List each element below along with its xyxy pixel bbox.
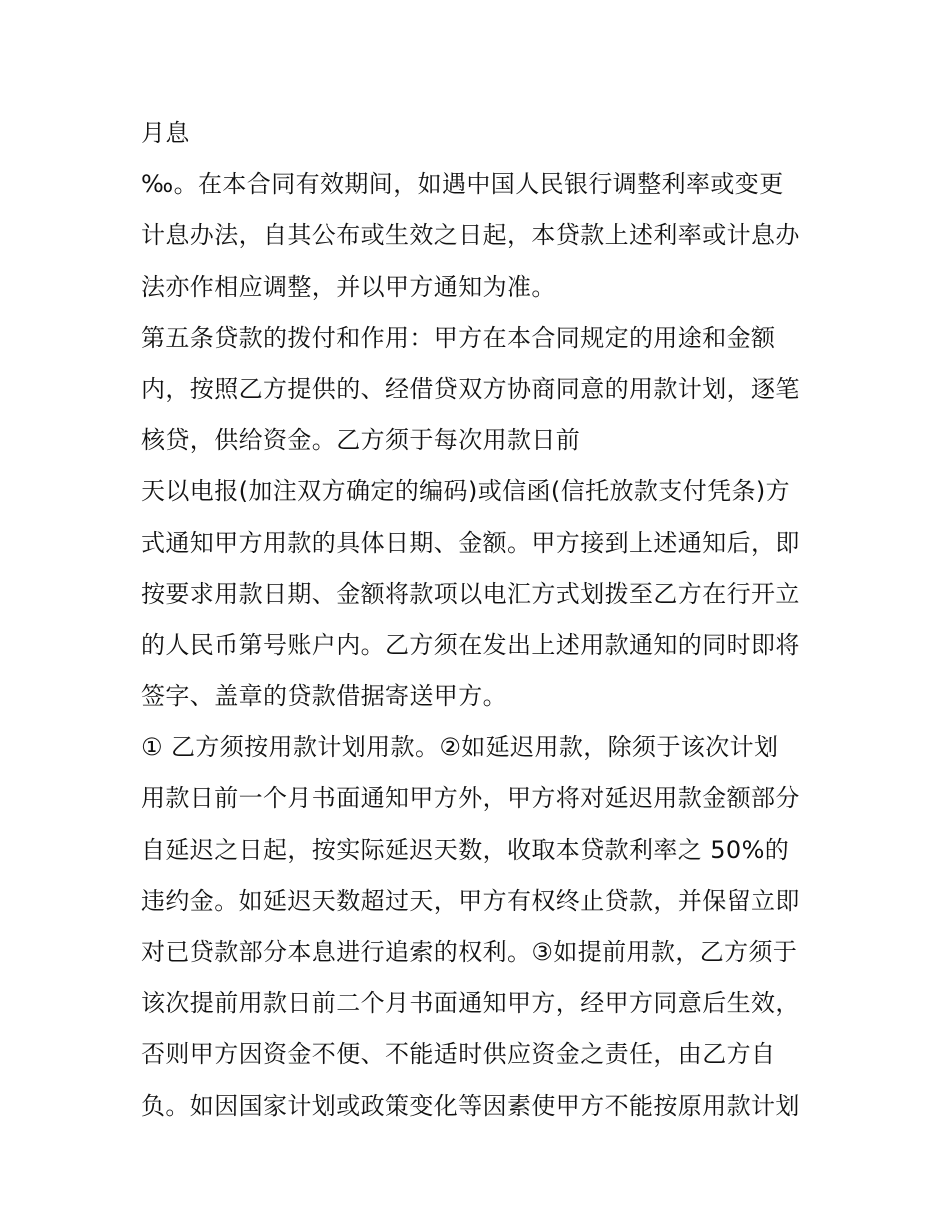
text-line: 违约金。如延迟天数超过天，甲方有权终止贷款，并保留立即 bbox=[141, 886, 800, 915]
text-line: ‰。在本合同有效期间，如遇中国人民银行调整利率或变更 bbox=[141, 170, 784, 199]
text-line: 核贷，供给资金。乙方须于每次用款日前 bbox=[141, 426, 581, 455]
text-line: 该次提前用款日前二个月书面通知甲方，经甲方同意后生效， bbox=[141, 989, 800, 1018]
text-line: 签字、盖章的贷款借据寄送甲方。 bbox=[141, 682, 507, 711]
text-line: 的人民币第号账户内。乙方须在发出上述用款通知的同时即将 bbox=[141, 630, 800, 659]
text-line: 计息办法，自其公布或生效之日起，本贷款上述利率或计息办 bbox=[141, 221, 800, 250]
text-line: 月息 bbox=[141, 119, 190, 147]
document-body bbox=[141, 108, 821, 1132]
text-line: 负。如因国家计划或政策变化等因素使甲方不能按原用款计划 bbox=[141, 1091, 800, 1120]
text-line: 式通知甲方用款的具体日期、金额。甲方接到上述通知后，即 bbox=[141, 528, 800, 557]
text-line: 法亦作相应调整，并以甲方通知为准。 bbox=[141, 272, 556, 301]
text-line: ① 乙方须按用款计划用款。②如延迟用款，除须于该次计划 bbox=[141, 733, 779, 762]
text-line: 内，按照乙方提供的、经借贷双方协商同意的用款计划，逐笔 bbox=[141, 374, 800, 403]
text-line: 天以电报(加注双方确定的编码)或信函(信托放款支付凭条)方 bbox=[141, 477, 791, 506]
text-line: 按要求用款日期、金额将款项以电汇方式划拨至乙方在行开立 bbox=[141, 579, 800, 608]
text-line: 自延迟之日起，按实际延迟天数，收取本贷款利率之 50%的 bbox=[141, 835, 790, 864]
text-line: 第五条贷款的拨付和作用：甲方在本合同规定的用途和金额 bbox=[141, 323, 776, 352]
text-line: 用款日前一个月书面通知甲方外，甲方将对延迟用款金额部分 bbox=[141, 784, 800, 813]
text-line: 否则甲方因资金不便、不能适时供应资金之责任，由乙方自 bbox=[141, 1040, 776, 1069]
text-line: 对已贷款部分本息进行追索的权利。③如提前用款，乙方须于 bbox=[141, 938, 798, 966]
